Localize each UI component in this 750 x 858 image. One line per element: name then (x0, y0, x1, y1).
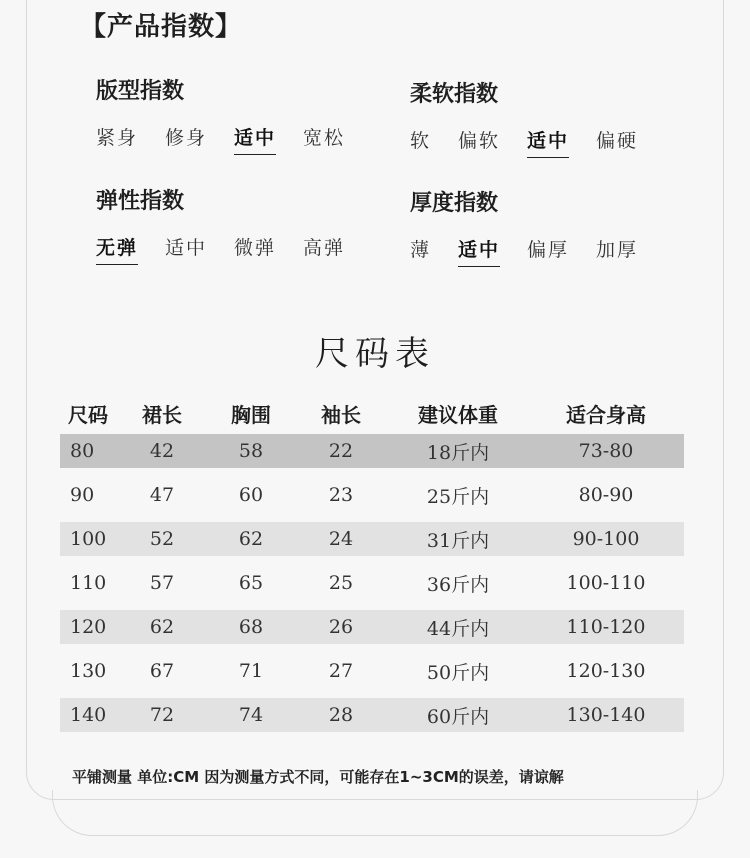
table-cell: 73-80 (528, 434, 684, 468)
table-cell: 120 (60, 610, 116, 644)
table-cell: 71 (238, 660, 264, 682)
index-option: 偏软 (458, 130, 501, 152)
measurement-note: 平铺测量 单位:CM 因为测量方式不同，可能存在1~3CM的误差，请谅解 (72, 768, 564, 786)
table-cell: 31斤内 (388, 522, 528, 556)
index-option: 高弹 (303, 237, 346, 259)
table-cell: 27 (328, 660, 354, 682)
row-spacer-cell (60, 644, 684, 654)
index-option: 适中 (165, 237, 208, 259)
index-option: 修身 (165, 127, 208, 149)
table-row (60, 434, 684, 468)
table-cell: 57 (149, 572, 175, 594)
table-cell: 67 (149, 660, 175, 682)
header-height: 适合身高 (566, 402, 646, 427)
row-spacer (60, 644, 684, 654)
index-title: 厚度指数 (410, 191, 499, 216)
index-option: 微弹 (234, 237, 277, 259)
table-cell: 62 (116, 610, 208, 644)
table-cell: 44斤内 (388, 610, 528, 644)
table-cell: 26 (294, 610, 388, 644)
index-options (96, 233, 372, 265)
row-spacer-cell (60, 468, 684, 478)
header-size: 尺码 (68, 402, 108, 427)
index-options (410, 126, 665, 158)
table-cell: 110-120 (528, 610, 684, 644)
table-cell: 130 (70, 660, 107, 682)
table-row (60, 478, 684, 512)
row-spacer-cell (60, 600, 684, 610)
table-row (60, 610, 684, 644)
row-spacer (60, 600, 684, 610)
size-table (60, 392, 684, 732)
table-cell: 28 (294, 698, 388, 732)
table-cell: 52 (116, 522, 208, 556)
index-title: 弹性指数 (96, 189, 185, 214)
index-softness (410, 77, 665, 158)
table-cell: 140 (60, 698, 116, 732)
row-spacer-cell (60, 512, 684, 522)
table-cell: 25斤内 (426, 485, 490, 508)
index-option: 宽松 (303, 127, 346, 149)
table-row (60, 566, 684, 600)
table-cell: 72 (116, 698, 208, 732)
header-skirt-length: 裙长 (142, 402, 182, 427)
size-table-title: 尺码表 (315, 334, 435, 374)
row-spacer (60, 512, 684, 522)
row-spacer (60, 468, 684, 478)
index-option: 偏硬 (596, 130, 639, 152)
table-cell: 24 (294, 522, 388, 556)
index-options (410, 235, 665, 267)
row-spacer-cell (60, 556, 684, 566)
size-table-body (60, 434, 684, 732)
row-spacer-cell (60, 688, 684, 698)
table-cell: 80 (60, 434, 116, 468)
table-cell: 130-140 (528, 698, 684, 732)
table-cell: 58 (208, 434, 294, 468)
table-row (60, 698, 684, 732)
table-row (60, 522, 684, 556)
table-cell: 90-100 (528, 522, 684, 556)
index-option: 紧身 (96, 127, 139, 149)
table-row (60, 654, 684, 688)
table-cell: 100-110 (566, 572, 646, 594)
table-cell: 47 (149, 484, 175, 506)
table-cell: 120-130 (566, 660, 646, 682)
table-cell: 100 (60, 522, 116, 556)
index-option: 加厚 (596, 239, 639, 261)
table-cell: 36斤内 (426, 573, 490, 596)
index-title: 版型指数 (96, 79, 185, 104)
table-cell: 18斤内 (388, 434, 528, 468)
table-cell: 60 (238, 484, 264, 506)
table-cell: 80-90 (578, 484, 634, 506)
index-option-selected: 适中 (234, 123, 276, 155)
frame-bottom-ornament (52, 790, 698, 836)
table-cell: 22 (294, 434, 388, 468)
header-chest: 胸围 (231, 402, 271, 427)
table-cell: 110 (70, 572, 107, 594)
index-thickness (410, 186, 665, 267)
table-cell: 23 (328, 484, 354, 506)
row-spacer (60, 688, 684, 698)
table-cell: 74 (208, 698, 294, 732)
size-table-header (60, 392, 684, 434)
table-cell: 25 (328, 572, 354, 594)
table-cell: 60斤内 (388, 698, 528, 732)
header-weight: 建议体重 (418, 402, 498, 427)
table-cell: 50斤内 (426, 661, 490, 684)
index-option: 软 (410, 130, 432, 152)
index-option: 薄 (410, 239, 432, 261)
index-elasticity (96, 184, 372, 265)
index-fit (96, 74, 372, 155)
table-cell: 90 (70, 484, 95, 506)
row-spacer (60, 556, 684, 566)
table-cell: 62 (208, 522, 294, 556)
table-cell: 65 (238, 572, 264, 594)
product-index-title: 【产品指数】 (80, 12, 243, 42)
index-option-selected: 无弹 (96, 233, 138, 265)
header-sleeve: 袖长 (321, 402, 361, 427)
table-cell: 68 (208, 610, 294, 644)
index-option-selected: 适中 (527, 126, 569, 158)
table-cell: 42 (116, 434, 208, 468)
index-title: 柔软指数 (410, 82, 499, 107)
index-option: 偏厚 (527, 239, 570, 261)
index-options (96, 123, 372, 155)
index-option-selected: 适中 (458, 235, 500, 267)
